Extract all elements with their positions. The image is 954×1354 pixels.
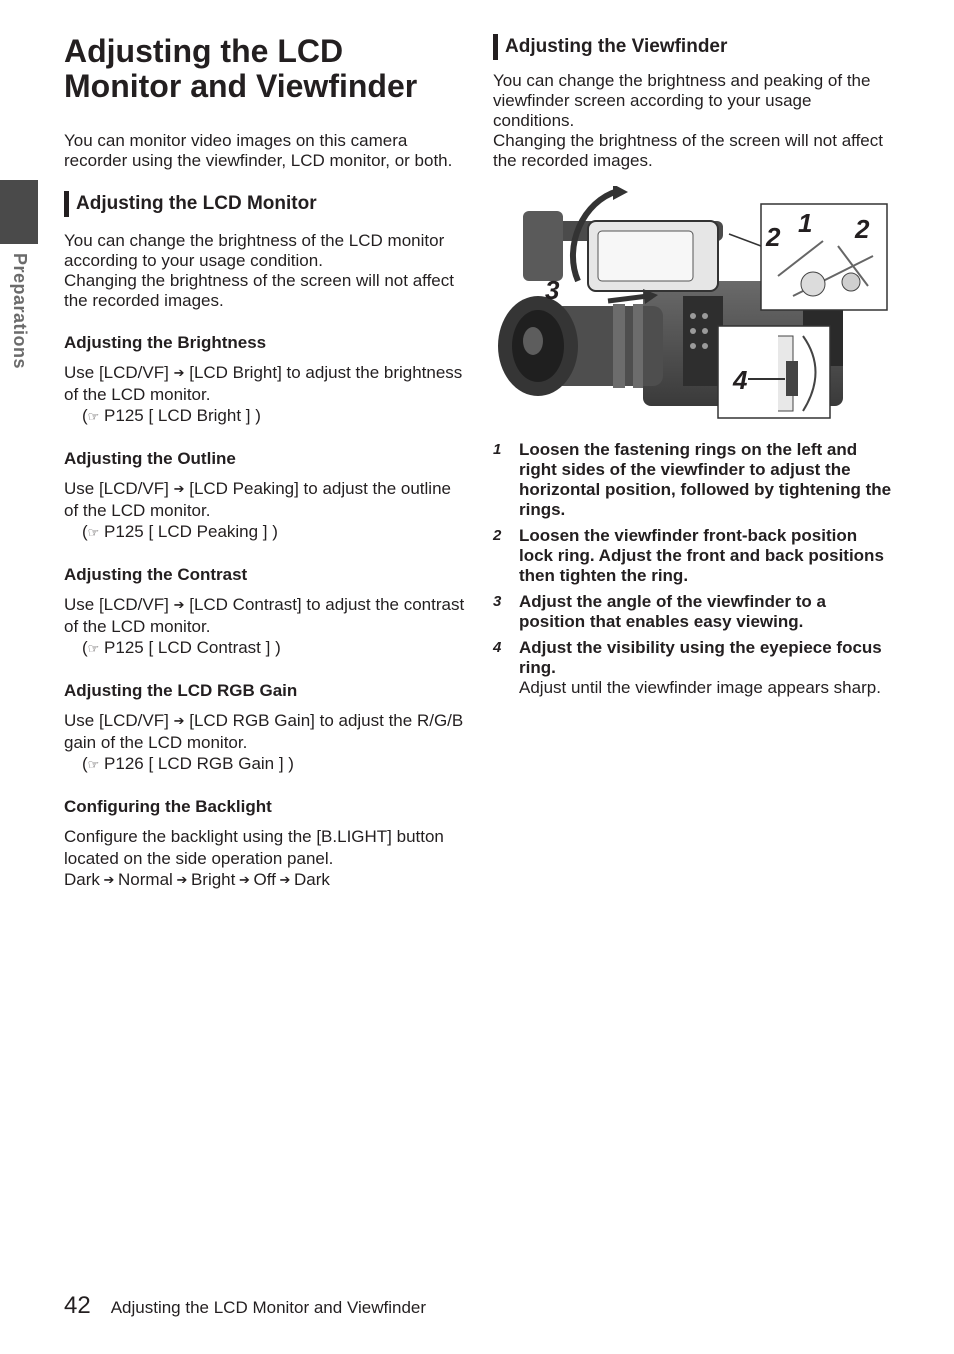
subsection-instruction: [LCD Bright] to adjust the brightness of the LCD monitor.: [64, 363, 463, 404]
step-text: [519, 592, 893, 632]
page-number: 42: [64, 1292, 91, 1319]
side-tab-label: Preparations: [10, 253, 30, 370]
ref-open: (: [82, 754, 88, 773]
step-text: [519, 526, 893, 586]
arrow-icon: ➔: [173, 597, 185, 612]
subsection-body: [64, 710, 468, 754]
subsection-menu-path: Use [LCD/VF]: [64, 595, 174, 614]
heading-bar: [64, 191, 69, 217]
camera-viewfinder-illustration: [493, 186, 889, 422]
vf-body-1: You can change the brightness and peaking of the viewfinder screen according to your usage conditions.: [493, 71, 871, 130]
step-instruction: Loosen the viewfinder front-back position lock ring. Adjust the front and back positions then tighten the ring.: [519, 526, 884, 585]
right-column: [493, 34, 893, 171]
figure-label-2-right: 2: [855, 214, 870, 244]
backlight-mode: Off: [253, 870, 276, 889]
step-item: [493, 592, 893, 632]
arrow-icon: ➔: [173, 365, 185, 380]
figure-label-2-left: 2: [766, 222, 781, 252]
subsection-heading: Adjusting the LCD RGB Gain: [64, 681, 298, 700]
arrow-icon: ➔: [99, 872, 119, 887]
backlight-text: Configure the backlight using the [B.LIGHT] button located on the side operation panel.: [64, 827, 444, 868]
step-instruction: Loosen the fastening rings on the left and right sides of the viewfinder to adjust the horizontal position, followed by tightening the rings.: [519, 440, 892, 519]
lcd-body-2: Changing the brightness of the screen will not affect the recorded images.: [64, 271, 454, 310]
subsection-body: [64, 362, 468, 406]
lcd-section-heading: [64, 191, 468, 217]
arrow-icon: ➔: [172, 872, 191, 887]
subsection-heading: Adjusting the Contrast: [64, 565, 248, 584]
footer-text: Adjusting the LCD Monitor and Viewfinder: [110, 1298, 427, 1317]
reference-icon: ☞: [87, 525, 100, 540]
lcd-body-1: You can change the brightness of the LCD monitor according to your usage condition.: [64, 231, 445, 270]
step-number: 4: [493, 639, 502, 656]
vf-section-title: Adjusting the Viewfinder: [505, 36, 728, 57]
backlight-mode: Dark: [294, 870, 330, 889]
side-panel: [683, 296, 723, 386]
step-instruction: Adjust the visibility using the eyepiece focus ring.: [519, 638, 882, 677]
intro-text: You can monitor video images on this camera recorder using the viewfinder, LCD monitor, or both.: [64, 131, 453, 170]
lcd-section-title: Adjusting the LCD Monitor: [76, 193, 317, 214]
page-title: Adjusting the LCD Monitor and Viewfinder: [64, 33, 418, 104]
ref-text: P126 [ LCD RGB Gain ] ): [99, 754, 294, 773]
reference-icon: ☞: [87, 409, 100, 424]
arrow-icon: ➔: [173, 481, 185, 496]
ref-text: P125 [ LCD Contrast ] ): [99, 638, 281, 657]
vf-body-2: Changing the brightness of the screen will not affect the recorded images.: [493, 131, 883, 170]
push-arrow: [608, 296, 648, 301]
step-number: 3: [493, 593, 502, 610]
ref-open: (: [82, 522, 88, 541]
figure-label-4: 4: [733, 365, 748, 395]
step-instruction: Adjust the angle of the viewfinder to a position that enables easy viewing.: [519, 592, 826, 631]
ref-text: P125 [ LCD Bright ] ): [99, 406, 261, 425]
backlight-body: [64, 826, 468, 870]
mic-holder: [523, 211, 563, 281]
page-reference: [64, 522, 468, 543]
steps-list: [493, 440, 893, 704]
subsection-heading: Adjusting the Brightness: [64, 333, 267, 352]
step-item: [493, 440, 893, 520]
subsection-body: [64, 478, 468, 522]
page-footer: [64, 1292, 426, 1320]
step-text: [519, 440, 893, 520]
backlight-mode: Bright: [190, 870, 236, 889]
step-text: [519, 638, 893, 698]
subsection-instruction: [LCD Peaking] to adjust the outline of the LCD monitor.: [64, 479, 451, 520]
ref-text: P125 [ LCD Peaking ] ): [99, 522, 278, 541]
figure-label-3: 3: [545, 275, 560, 305]
ref-open: (: [82, 638, 88, 657]
side-tab-marker: [0, 180, 38, 244]
subsection-menu-path: Use [LCD/VF]: [64, 363, 174, 382]
subsection-heading: Adjusting the Outline: [64, 449, 236, 468]
heading-bar: [493, 34, 498, 60]
step-item: [493, 638, 893, 698]
arrow-icon: ➔: [173, 713, 185, 728]
vf-section-heading: [493, 34, 893, 60]
step-number: 2: [493, 527, 502, 544]
backlight-heading: Configuring the Backlight: [64, 797, 272, 816]
backlight-mode: Dark: [64, 870, 100, 889]
arrow-icon: ➔: [235, 872, 254, 887]
backlight-mode: Normal: [118, 870, 173, 889]
page-reference: [64, 754, 468, 775]
ref-open: (: [82, 406, 88, 425]
subsection-menu-path: Use [LCD/VF]: [64, 479, 174, 498]
arrow-icon: ➔: [275, 872, 294, 887]
page-reference: [64, 406, 468, 427]
step-number: 1: [493, 441, 502, 458]
step-item: [493, 526, 893, 586]
page-reference: [64, 638, 468, 659]
left-column: [64, 34, 468, 890]
step-note: Adjust until the viewfinder image appears sharp.: [519, 678, 881, 697]
figure-label-1: 1: [798, 208, 813, 238]
subsection-instruction: [LCD RGB Gain] to adjust the R/G/B gain of the LCD monitor.: [64, 711, 464, 752]
subsection-menu-path: Use [LCD/VF]: [64, 711, 174, 730]
subsection-instruction: [LCD Contrast] to adjust the contrast of the LCD monitor.: [64, 595, 465, 636]
backlight-cycle: [64, 870, 468, 890]
reference-icon: ☞: [87, 641, 100, 656]
reference-icon: ☞: [87, 757, 100, 772]
subsection-body: [64, 594, 468, 638]
